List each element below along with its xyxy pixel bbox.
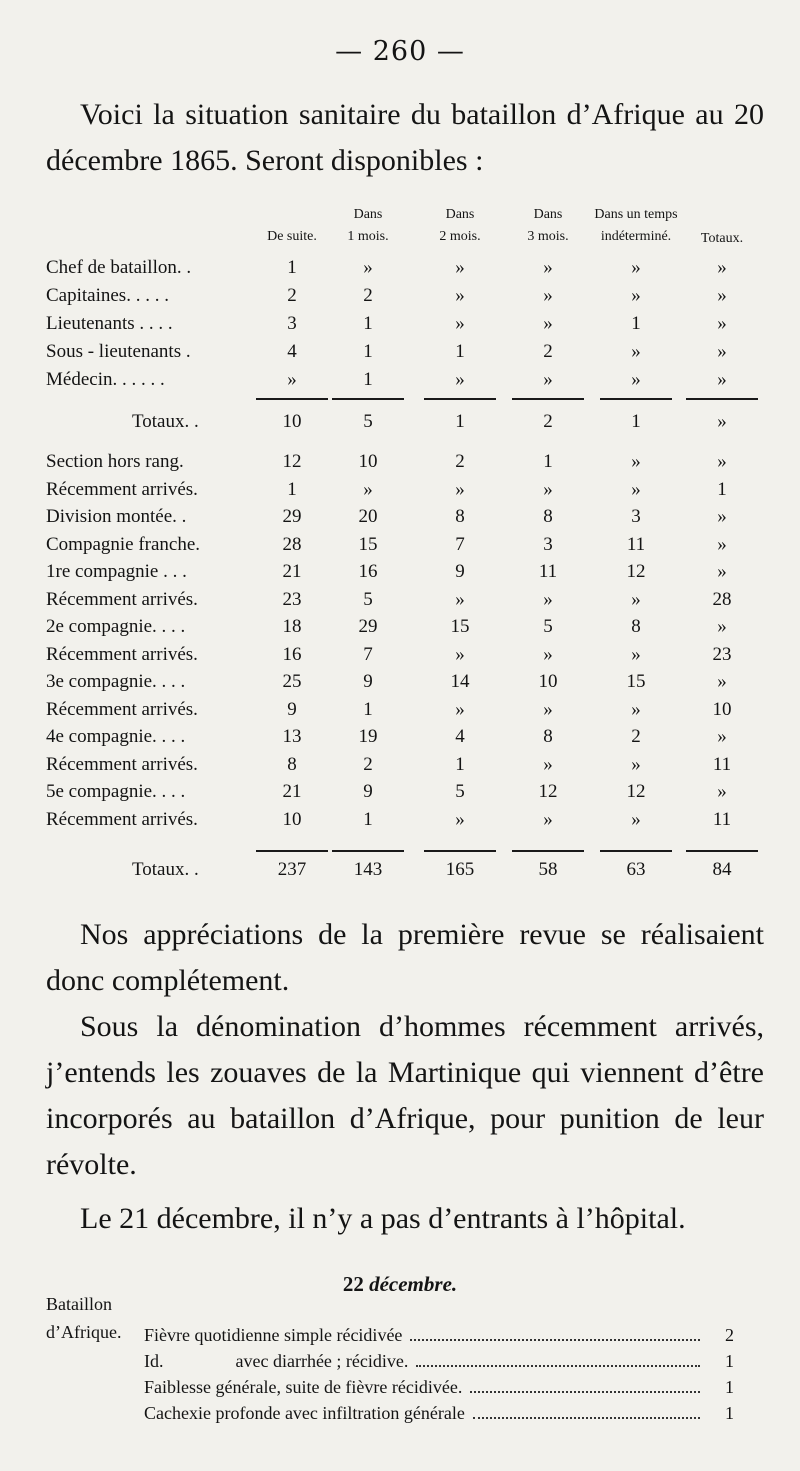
row-label: Compagnie franche. (46, 533, 201, 555)
entry-text: Id. avec diarrhée ; récidive. (144, 1351, 409, 1371)
date-word: décembre. (369, 1272, 458, 1296)
table-cell: 2 (631, 726, 641, 747)
table-row (0, 696, 800, 724)
total-rule (600, 398, 672, 400)
table-cell: 16 (282, 643, 302, 665)
table-cell: 2 (543, 411, 553, 432)
table-row (0, 558, 800, 586)
table-cell: 237 (277, 859, 307, 880)
table-cell: 1 (631, 313, 641, 334)
table-cell: 9 (363, 671, 373, 692)
date-number: 22 (342, 1272, 364, 1296)
table-cell: » (717, 313, 727, 334)
entry-text: Cachexie profonde avec infiltration générale (144, 1403, 465, 1423)
total-rule (686, 850, 758, 852)
entry-row (144, 1322, 734, 1348)
dot-leader (410, 1325, 700, 1341)
table-row (0, 641, 800, 669)
table-cell: 21 (282, 781, 302, 802)
table-cell: 1 (363, 341, 373, 362)
table-cell: 8 (287, 753, 297, 775)
table-cell: 23 (282, 588, 302, 610)
page-number: — 260 — (335, 36, 465, 67)
table-cell: » (543, 753, 553, 775)
unit-label-line2: d’Afrique. (46, 1322, 122, 1342)
table-cell: 4 (455, 726, 465, 747)
table-cell: » (717, 411, 727, 432)
table-cell: 20 (358, 506, 378, 527)
table-cell: 3 (287, 313, 297, 334)
table-row (0, 310, 800, 338)
total-rule (512, 850, 584, 852)
table-cell: 14 (450, 671, 470, 692)
row-label: 3e compagnie. . . . (46, 671, 186, 692)
table-row (0, 613, 800, 641)
table-cell: 1 (363, 808, 373, 830)
row-label: Récemment arrivés. (46, 753, 198, 775)
table-cell: 15 (358, 533, 378, 555)
table-cell: 11 (538, 561, 558, 582)
table-cell: » (543, 808, 553, 830)
row-label: Récemment arrivés. (46, 808, 198, 830)
table-cell: 1 (543, 451, 553, 472)
table-cell: 16 (358, 561, 378, 582)
table-cell: 12 (538, 781, 558, 802)
table-cell: 28 (282, 533, 302, 555)
entry-text: Fièvre quotidienne simple récidivée (144, 1325, 403, 1345)
table-cell: 12 (626, 561, 646, 582)
entry-row (144, 1400, 734, 1426)
table-cell: 10 (358, 451, 378, 472)
column-header-line1: Dans (353, 207, 383, 222)
table-cell: 23 (712, 643, 732, 665)
table-cell: » (717, 781, 727, 802)
table-cell: 10 (282, 411, 302, 432)
table-cell: 8 (543, 506, 553, 527)
table-cell: » (455, 478, 465, 500)
entry-row (144, 1374, 734, 1400)
column-header-line2: 2 mois. (439, 229, 481, 244)
table-cell: » (717, 616, 727, 637)
table-cell: » (455, 257, 465, 278)
table-cell: 13 (282, 726, 302, 747)
table-row (0, 751, 800, 779)
table-row (0, 254, 800, 282)
table-cell: » (543, 643, 553, 665)
table-row (0, 338, 800, 366)
row-label: Chef de bataillon. . (46, 257, 192, 278)
table-cell: 8 (543, 726, 553, 747)
table-cell: » (543, 285, 553, 306)
table-cell: 2 (287, 285, 297, 306)
table-cell: » (631, 698, 641, 720)
table-cell: » (631, 451, 641, 472)
table-cell: 7 (455, 533, 465, 555)
table-cell: » (717, 533, 727, 555)
entry-count: 1 (725, 1351, 734, 1371)
table-cell: 18 (282, 616, 302, 637)
paragraph-appreciations: Nos appréciations de la première revue se réalisaient donc complétement. (46, 918, 764, 997)
paragraph-denomination: Sous la dénomination d’hommes récemment arrivés, j’entends les zouaves de la Martinique qui viennent d’être incorporés au bataillon d’Afrique, pour punition de leur révolte. (46, 1010, 764, 1181)
table-cell: 2 (543, 341, 553, 362)
table-cell: 8 (631, 616, 641, 637)
column-header-line2: 1 mois. (347, 229, 389, 244)
column-header-line1: Dans (533, 207, 563, 222)
intro-paragraph: Voici la situation sanitaire du bataillon d’Afrique au 20 décembre 1865. Seront disponibles : (46, 98, 764, 177)
total-rule (256, 398, 328, 400)
table-cell: » (717, 561, 727, 582)
total-rule (332, 398, 404, 400)
table-cell: » (631, 478, 641, 500)
table-cell: 1 (363, 369, 373, 390)
row-label: 2e compagnie. . . . (46, 616, 186, 637)
column-header-line2: 3 mois. (527, 229, 569, 244)
table-row (0, 531, 800, 559)
table-cell: » (455, 808, 465, 830)
row-label: Récemment arrivés. (46, 643, 198, 665)
table-cell: 7 (363, 643, 373, 665)
table-cell: » (455, 313, 465, 334)
table-cell: » (631, 643, 641, 665)
table-cell: 63 (626, 859, 646, 880)
table-row (0, 586, 800, 614)
table-cell: » (717, 341, 727, 362)
table-cell: » (717, 726, 727, 747)
table-cell: 9 (363, 781, 373, 802)
row-label: Section hors rang. (46, 451, 184, 472)
table-cell: 3 (631, 506, 641, 527)
column-header-line2: De suite. (267, 229, 317, 244)
table-cell: » (631, 753, 641, 775)
table-cell: 25 (282, 671, 302, 692)
dot-leader (473, 1403, 700, 1419)
row-label: 5e compagnie. . . . (46, 781, 186, 802)
table-cell: » (717, 257, 727, 278)
table-cell: » (631, 257, 641, 278)
total-rule (600, 850, 672, 852)
table-cell: » (455, 285, 465, 306)
table-cell: » (631, 808, 641, 830)
dot-leader (416, 1351, 700, 1367)
row-label: Récemment arrivés. (46, 478, 198, 500)
row-label: Médecin. . . . . . (46, 369, 165, 390)
table-row (0, 668, 800, 696)
table-row (0, 448, 800, 476)
table-cell: » (543, 478, 553, 500)
row-label: 4e compagnie. . . . (46, 726, 186, 747)
table-cell: 5 (543, 616, 553, 637)
entry-count: 2 (725, 1325, 734, 1345)
table-cell: 1 (363, 698, 373, 720)
table-cell: » (631, 588, 641, 610)
table-cell: 11 (712, 808, 732, 830)
date-heading (0, 1272, 800, 1297)
table-cell: » (631, 369, 641, 390)
table-row (0, 723, 800, 751)
table-cell: » (543, 588, 553, 610)
table-cell: 143 (353, 859, 383, 880)
table-cell: 2 (455, 451, 465, 472)
table-cell: 19 (358, 726, 378, 747)
total-rule (256, 850, 328, 852)
total-rule (332, 850, 404, 852)
table-cell: » (455, 588, 465, 610)
table-cell: 1 (631, 411, 641, 432)
total-rule (686, 398, 758, 400)
table-cell: 8 (455, 506, 465, 527)
table-cell: 4 (287, 341, 297, 362)
table-cell: 1 (287, 257, 297, 278)
column-header-line1: Dans (445, 207, 475, 222)
row-label: Récemment arrivés. (46, 588, 198, 610)
table-cell: » (363, 478, 373, 500)
table-cell: 12 (282, 451, 302, 472)
table-cell: 1 (363, 313, 373, 334)
table-cell: 12 (626, 781, 646, 802)
table-cell: 10 (538, 671, 558, 692)
row-label: 1re compagnie . . . (46, 561, 187, 582)
table-cell: 9 (455, 561, 465, 582)
table-cell: » (717, 506, 727, 527)
table-cell: 5 (455, 781, 465, 802)
total-row (0, 856, 800, 884)
column-header (662, 228, 782, 250)
table-cell: » (455, 369, 465, 390)
table-cell: » (543, 698, 553, 720)
table-cell: » (717, 451, 727, 472)
row-label: Capitaines. . . . . (46, 285, 169, 306)
table-cell: 1 (717, 478, 727, 500)
table-cell: » (717, 671, 727, 692)
column-header-line2: indéterminé. (600, 229, 672, 244)
table-cell: 29 (282, 506, 302, 527)
table-cell: 29 (358, 616, 378, 637)
table-row (0, 282, 800, 310)
total-row (0, 408, 800, 436)
table-cell: » (631, 341, 641, 362)
table-cell: 84 (712, 859, 732, 880)
row-label: Totaux. . (132, 859, 199, 880)
table-cell: 2 (363, 285, 373, 306)
table-cell: 1 (287, 478, 297, 500)
table-cell: » (455, 698, 465, 720)
row-label: Division montée. . (46, 506, 187, 527)
table-cell: 5 (363, 411, 373, 432)
row-label: Récemment arrivés. (46, 698, 198, 720)
row-label: Sous - lieutenants . (46, 341, 191, 362)
entry-row (144, 1348, 734, 1374)
table-cell: 1 (455, 753, 465, 775)
table-cell: 5 (363, 588, 373, 610)
column-header-line1: Dans un temps (594, 207, 678, 222)
table-cell: » (455, 643, 465, 665)
table-cell: » (717, 369, 727, 390)
table-cell: » (631, 285, 641, 306)
table-cell: » (543, 257, 553, 278)
table-cell: 1 (455, 341, 465, 362)
table-cell: 10 (712, 698, 732, 720)
table-cell: 28 (712, 588, 732, 610)
total-rule (424, 850, 496, 852)
paragraph-21-december: Le 21 décembre, il n’y a pas d’entrants à l’hôpital. (80, 1202, 686, 1235)
table-cell: 2 (363, 753, 373, 775)
table-cell: 11 (626, 533, 646, 555)
table-cell: 1 (455, 411, 465, 432)
unit-label-line1: Bataillon (46, 1294, 112, 1314)
table-row (0, 476, 800, 504)
dot-leader (470, 1377, 700, 1393)
row-label: Totaux. . (132, 411, 199, 432)
table-row (0, 778, 800, 806)
table-row (0, 503, 800, 531)
column-header-line2: Totaux. (700, 231, 744, 246)
entry-text: Faiblesse générale, suite de fièvre récidivée. (144, 1377, 463, 1397)
table-cell: » (363, 257, 373, 278)
table-cell: » (543, 313, 553, 334)
entry-count: 1 (725, 1377, 734, 1397)
table-cell: » (543, 369, 553, 390)
table-cell: 21 (282, 561, 302, 582)
total-rule (424, 398, 496, 400)
table-row (0, 366, 800, 394)
table-cell: 15 (450, 616, 470, 637)
total-rule (512, 398, 584, 400)
row-label: Lieutenants . . . . (46, 313, 173, 334)
table-cell: » (287, 369, 297, 390)
table-cell: 9 (287, 698, 297, 720)
table-cell: 10 (282, 808, 302, 830)
table-cell: 58 (538, 859, 558, 880)
table-cell: » (717, 285, 727, 306)
table-row (0, 806, 800, 834)
table-cell: 3 (543, 533, 553, 555)
table-cell: 11 (712, 753, 732, 775)
table-cell: 15 (626, 671, 646, 692)
entry-count: 1 (725, 1403, 734, 1423)
table-cell: 165 (445, 859, 475, 880)
